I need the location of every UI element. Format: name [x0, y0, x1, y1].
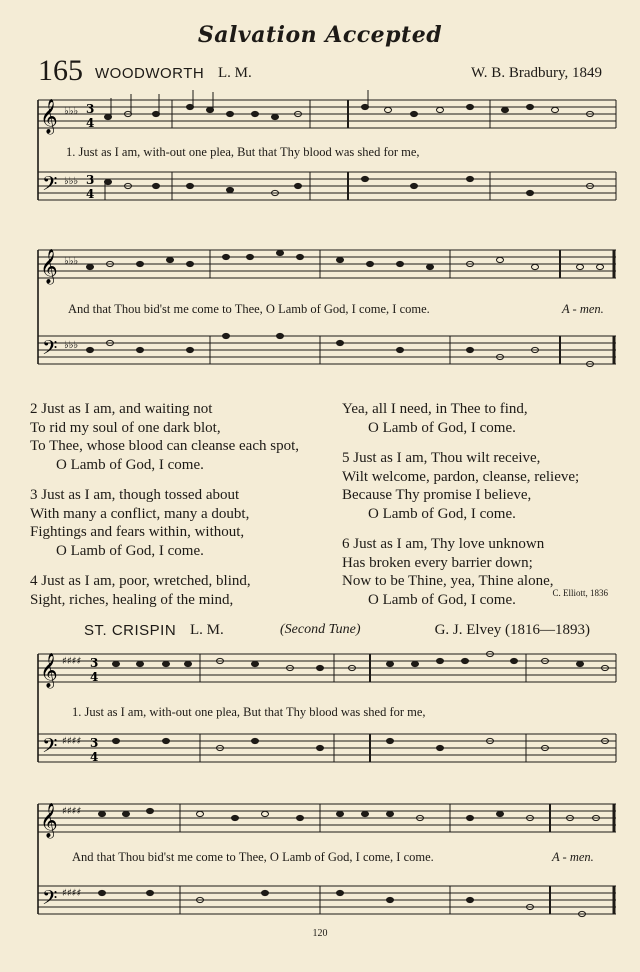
- verse-4-cont: [342, 400, 622, 437]
- verse-3: [30, 486, 330, 560]
- svg-text:3: 3: [86, 173, 95, 187]
- svg-text:4: 4: [86, 187, 95, 201]
- svg-text:♯♯♯♯: ♯♯♯♯: [62, 888, 82, 899]
- svg-text:𝄢: 𝄢: [42, 734, 58, 762]
- amen-2: A - men.: [552, 850, 594, 864]
- verse-line: 3 Just as I am, though tossed about: [30, 487, 240, 503]
- svg-text:𝄞: 𝄞: [40, 99, 58, 134]
- verse-line: O Lamb of God, I come.: [368, 591, 516, 608]
- svg-text:4: 4: [86, 116, 95, 130]
- verse-line: Fightings and fears within, without,: [30, 524, 245, 540]
- verse-line: With many a conflict, many a doubt,: [30, 505, 250, 522]
- svg-text:𝄞: 𝄞: [40, 249, 58, 284]
- lyric-line-2: And that Thou bid'st me come to Thee, O Lamb of God, I come, I come.: [68, 302, 430, 316]
- svg-text:♭♭♭: ♭♭♭: [64, 106, 79, 117]
- verse-2: [30, 400, 330, 474]
- verse-line: Because Thy promise I believe,: [342, 487, 532, 503]
- composer-elvey: G. J. Elvey (1816—1893): [434, 622, 590, 638]
- verse-line: O Lamb of God, I come.: [368, 419, 516, 436]
- tune-name-st-crispin: ST. CRISPIN: [84, 622, 177, 639]
- tune-name-woodworth: WOODWORTH: [95, 65, 205, 82]
- lyric-line-3: 1. Just as I am, with-out one plea, But that Thy blood was shed for me,: [72, 705, 426, 719]
- svg-text:♭♭♭: ♭♭♭: [64, 256, 79, 267]
- svg-text:𝄞: 𝄞: [40, 803, 58, 838]
- svg-text:♯♯♯♯: ♯♯♯♯: [62, 656, 82, 667]
- svg-text:3: 3: [86, 102, 95, 116]
- tune2-meter: L. M.: [190, 622, 224, 638]
- verse-5: [342, 449, 622, 523]
- verse-line: Wilt welcome, pardon, cleanse, relieve;: [342, 468, 580, 485]
- verse-line: Sight, riches, healing of the mind,: [30, 591, 234, 608]
- svg-text:3: 3: [90, 656, 99, 670]
- verse-line: 6 Just as I am, Thy love unknown: [342, 536, 545, 552]
- svg-text:𝄢: 𝄢: [42, 336, 58, 364]
- verse-line: Now to be Thine, yea, Thine alone,: [342, 573, 554, 589]
- svg-text:♭♭♭: ♭♭♭: [64, 340, 79, 351]
- verse-line: O Lamb of God, I come.: [368, 505, 516, 522]
- svg-text:♯♯♯♯: ♯♯♯♯: [62, 736, 82, 747]
- second-tune-note: (Second Tune): [280, 622, 361, 637]
- verse-line: To rid my soul of one dark blot,: [30, 419, 221, 436]
- hymn-number: 165: [38, 54, 83, 87]
- svg-text:3: 3: [90, 736, 99, 750]
- lyric-credit: C. Elliott, 1836: [552, 588, 608, 598]
- tune-meter: L. M.: [218, 65, 252, 81]
- verse-line: Has broken every barrier down;: [342, 554, 533, 571]
- amen-1: A - men.: [562, 302, 604, 316]
- lyric-line-1: 1. Just as I am, with-out one plea, But that Thy blood was shed for me,: [66, 145, 420, 159]
- svg-text:♭♭♭: ♭♭♭: [64, 176, 79, 187]
- page-number: 120: [312, 928, 328, 939]
- svg-text:4: 4: [90, 670, 99, 684]
- svg-text:𝄢: 𝄢: [42, 886, 58, 914]
- page-title: Salvation Accepted: [197, 22, 443, 48]
- verse-line: Yea, all I need, in Thee to find,: [342, 401, 528, 417]
- verse-line: 2 Just as I am, and waiting not: [30, 401, 213, 417]
- composer-bradbury: W. B. Bradbury, 1849: [471, 65, 602, 81]
- verses-right-column: [342, 400, 622, 609]
- verse-4: [30, 572, 330, 609]
- verse-line: To Thee, whose blood can cleanse each spot,: [30, 438, 299, 454]
- svg-text:4: 4: [90, 750, 99, 764]
- verse-line: 4 Just as I am, poor, wretched, blind,: [30, 573, 251, 589]
- verses-left-column: [30, 400, 330, 609]
- svg-text:♯♯♯♯: ♯♯♯♯: [62, 806, 82, 817]
- verse-line: O Lamb of God, I come.: [56, 456, 204, 473]
- svg-text:𝄞: 𝄞: [40, 653, 58, 688]
- verse-line: 5 Just as I am, Thou wilt receive,: [342, 450, 541, 466]
- lyric-line-4: And that Thou bid'st me come to Thee, O Lamb of God, I come, I come.: [72, 850, 434, 864]
- verse-line: O Lamb of God, I come.: [56, 542, 204, 559]
- svg-text:𝄢: 𝄢: [42, 172, 58, 200]
